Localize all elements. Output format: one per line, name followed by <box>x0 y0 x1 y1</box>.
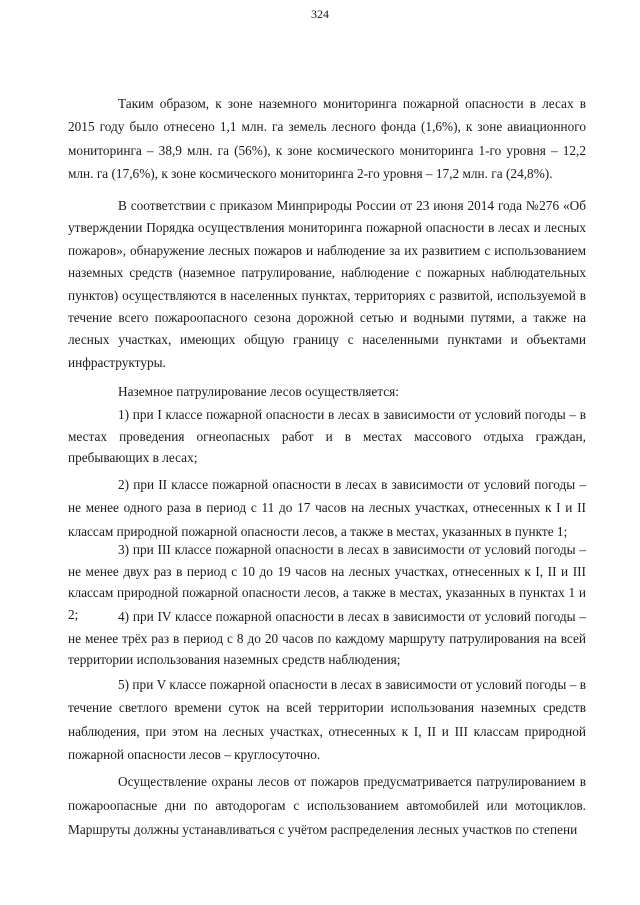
page-number: 324 <box>311 7 329 21</box>
list-item-class-1: 1) при I классе пожарной опасности в лесах в зависимости от условий погоды – в местах проведения огнеопасных работ и в местах массового отдыха граждан, пребывающих в лесах; <box>68 407 586 466</box>
list-item-class-3: 3) при III классе пожарной опасности в лесах в зависимости от условий погоды – не менее двух раз в период с 10 до 19 часов на лесных участках, отнесенных к I, II и III классам природной пожарной опасности лесов, а также в местах, указанных в пунктах 1 и 2; <box>68 542 586 623</box>
list-item-class-4: 4) при IV классе пожарной опасности в лесах в зависимости от условий погоды – не менее трёх раз в период с 8 до 20 часов по каждому маршруту патрулирования на всей территории использования наземных средств наблюдения; <box>68 609 586 668</box>
paragraph-monitoring-zones: Таким образом, к зоне наземного мониторинга пожарной опасности в лесах в 2015 году было отнесено 1,1 млн. га земель лесного фонда (1,6%), к зоне авиационного мониторинга – 38,9 млн. га (56%), к зоне космического мониторинга 1-го уровня – 12,2 млн. га (17,6%), к зоне космического мониторинга 2-го уровня – 17,2 млн. га (24,8%). <box>68 96 586 182</box>
list-item-class-5: 5) при V классе пожарной опасности в лесах в зависимости от условий погоды – в течение светлого времени суток на всей территории использования наземных средств наблюдения, при этом на лесных участках, отнесенных к I, II и III классам природной пожарной опасности лесов – круглосуточно. <box>68 677 586 763</box>
paragraph-patrol-intro: Наземное патрулирование лесов осуществляется: <box>118 384 399 399</box>
paragraph-order-276: В соответствии с приказом Минприроды России от 23 июня 2014 года №276 «Об утверждении Порядка осуществления мониторинга пожарной опасности в лесах и лесных пожаров», обнаружение лесных пожаров и наблюдение за их развитием с использованием наземных средств (наземное патрулирование, наблюдение с пожарных наблюдательных пунктов) осуществляются в населенных пунктах, территориях с развитой, используемой в течение всего пожароопасного сезона дорожной сетью и водными путями, а также на лесных участках, имеющих общую границу с населенными пунктами и объектами инфраструктуры. <box>68 198 586 370</box>
list-item-class-2: 2) при II классе пожарной опасности в лесах в зависимости от условий погоды – не менее одного раза в период с 11 до 17 часов на лесных участках, отнесенных к I и II классам природной пожарной опасности лесов, а также в местах, указанных в пункте 1; <box>68 477 586 539</box>
paragraph-fire-protection: Осуществление охраны лесов от пожаров предусматривается патрулированием в пожароопасные дни по автодорогам с использованием автомобилей или мотоциклов. Маршруты должны устанавливаться с учётом распределения лесных участков по степени <box>68 774 586 837</box>
